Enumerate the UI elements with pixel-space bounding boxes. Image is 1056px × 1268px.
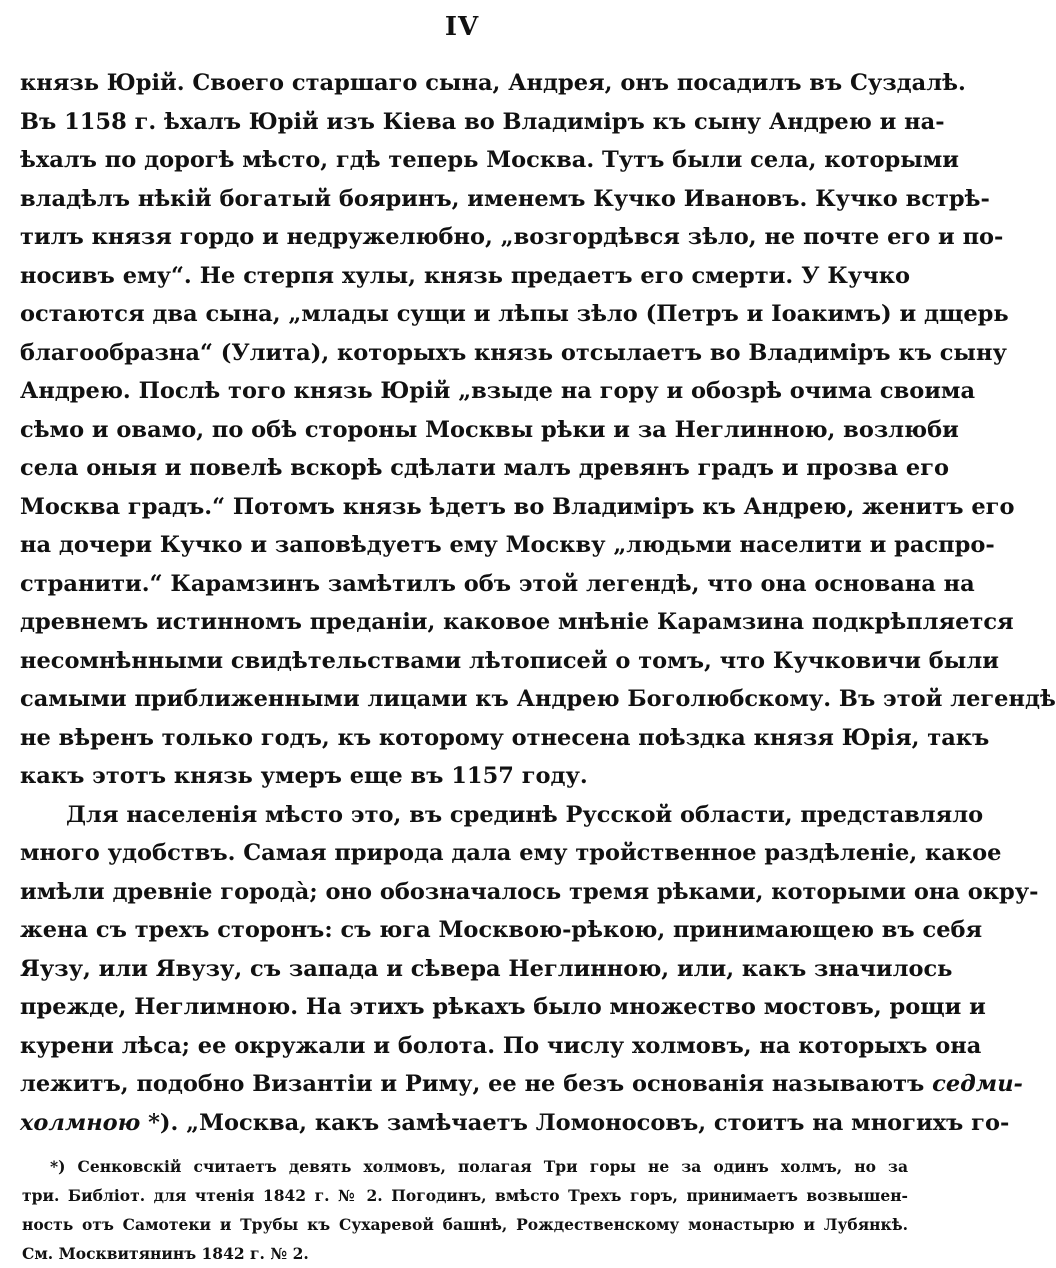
text-line: прежде, Неглимною. На этихъ рѣкахъ было множество мостовъ, рощи и bbox=[20, 994, 986, 1020]
text-line: древнемъ истинномъ преданіи, каковое мнѣніе Карамзина подкрѣпляется bbox=[20, 609, 1014, 635]
text-line-with-italic bbox=[20, 1065, 1023, 1104]
text-line-with-italic bbox=[20, 1104, 1010, 1143]
footnote-line-last: См. Москвитянинъ 1842 г. № 2. bbox=[22, 1244, 309, 1263]
text-line: тилъ князя гордо и недружелюбно, „возгордѣвся зѣло, не почте его и по- bbox=[20, 224, 1004, 250]
footnote-line: ность отъ Самотеки и Трубы къ Сухаревой башнѣ, Рождественскому монастырю и Лубянкѣ. bbox=[22, 1215, 908, 1234]
text-line: на дочери Кучко и заповѣдуетъ ему Москву „людьми населити и распро- bbox=[20, 532, 995, 558]
text-segment: *). „Москва, какъ замѣчаетъ Ломоносовъ, стоитъ на многихъ го- bbox=[140, 1109, 1010, 1136]
footnote-line: три. Библіот. для чтенія 1842 г. № 2. Погодинъ, вмѣсто Трехъ горъ, принимаетъ возвышен- bbox=[22, 1186, 908, 1205]
text-line: сѣмо и овамо, по обѣ стороны Москвы рѣки и за Неглинною, возлюби bbox=[20, 416, 959, 443]
text-line: Яузу, или Явузу, съ запада и сѣвера Неглинною, или, какъ значилось bbox=[20, 955, 953, 982]
text-line: князь Юрій. Своего старшаго сына, Андрея, онъ посадилъ въ Суздалѣ. bbox=[20, 70, 966, 96]
footnotes bbox=[22, 1152, 908, 1268]
text-line: носивъ ему“. Не стерпя хулы, князь предаетъ его смерти. У Кучко bbox=[20, 262, 910, 289]
text-line: имѣли древніе городà; оно обозначалось тремя рѣками, которыми она окру- bbox=[20, 878, 1039, 905]
footnote-line: *) Сенковскій считаетъ девять холмовъ, полагая Три горы не за одинъ холмъ, но за bbox=[50, 1157, 908, 1176]
text-line: самыми приближенными лицами къ Андрею Боголюбскому. Въ этой легендѣ bbox=[20, 686, 1056, 712]
text-line: странити.“ Карамзинъ замѣтилъ объ этой легендѣ, что она основана на bbox=[20, 570, 975, 597]
text-line: остаются два сына, „млады сущи и лѣпы зѣло (Петръ и Іоакимъ) и дщерь bbox=[20, 301, 1009, 327]
text-line: несомнѣнными свидѣтельствами лѣтописей о томъ, что Кучковичи были bbox=[20, 647, 999, 674]
text-line: не вѣренъ только годъ, къ которому отнесена поѣздка князя Юрія, такъ bbox=[20, 724, 990, 751]
italic-term: холмною bbox=[20, 1109, 141, 1136]
text-line: Андрею. Послѣ того князь Юрій „взыде на гору и обозрѣ очима своима bbox=[20, 378, 976, 404]
text-line: Въ 1158 г. ѣхалъ Юрій изъ Кіева во Владиміръ къ сыну Андрею и на- bbox=[20, 108, 945, 135]
main-text bbox=[20, 64, 1056, 1142]
text-line: курени лѣса; ее окружали и болота. По числу холмовъ, на которыхъ она bbox=[20, 1032, 982, 1059]
text-line-last: какъ этотъ князь умеръ еще въ 1157 году. bbox=[20, 763, 588, 789]
page-number: IV bbox=[444, 12, 480, 42]
text-line: села оныя и повелѣ вскорѣ сдѣлати малъ древянъ градъ и прозва его bbox=[20, 455, 950, 481]
text-line: жена съ трехъ сторонъ: съ юга Москвою-рѣкою, принимающею въ себя bbox=[20, 917, 983, 943]
text-line: ѣхалъ по дорогѣ мѣсто, гдѣ теперь Москва. Тутъ были села, которыми bbox=[20, 147, 959, 173]
text-line: много удобствъ. Самая природа дала ему тройственное раздѣленіе, какое bbox=[20, 840, 1002, 866]
italic-term: седми- bbox=[932, 1071, 1023, 1097]
text-line: владѣлъ нѣкій богатый бояринъ, именемъ Кучко Ивановъ. Кучко встрѣ- bbox=[20, 185, 990, 212]
text-line: благообразна“ (Улита), которыхъ князь отсылаетъ во Владиміръ къ сыну bbox=[20, 339, 1007, 366]
text-segment: лежитъ, подобно Византіи и Риму, ее не безъ основанія называютъ bbox=[20, 1071, 925, 1097]
text-line-indented: Для населенія мѣсто это, въ срединѣ Русской области, представляло bbox=[66, 801, 984, 828]
text-line: Москва градъ.“ Потомъ князь ѣдетъ во Владиміръ къ Андрею, женитъ его bbox=[20, 493, 1015, 520]
